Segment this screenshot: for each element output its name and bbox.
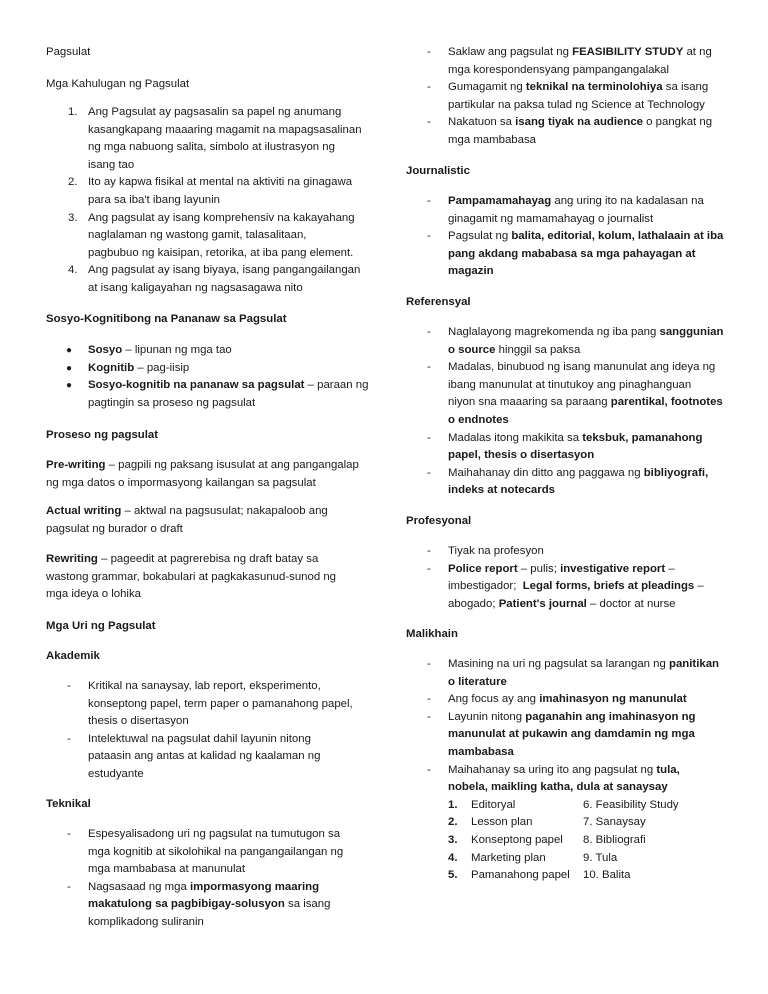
list-item: 3. Ang pagsulat ay isang komprehensiv na kakayahang naglalaman ng wastong gamit, talasalitaan, pagbubuo ng kaisipan, retorika, at iba pang element. bbox=[68, 211, 355, 259]
sosyo-list bbox=[46, 342, 371, 412]
journalistic-list bbox=[406, 193, 726, 281]
sosyo-heading: Sosyo-Kognitibong na Pananaw sa Pagsulat bbox=[46, 313, 287, 325]
actual-writing-paragraph: Actual writing – aktwal na pagsusulat; nakapaloob ang pagsulat ng burador o draft bbox=[46, 505, 328, 535]
uri-heading: Mga Uri ng Pagsulat bbox=[46, 620, 156, 632]
list-item: - Saklaw ang pagsulat ng FEASIBILITY STUDY at ng mga korespondensyang pampangangalakal bbox=[427, 46, 712, 76]
proseso-heading: Proseso ng pagsulat bbox=[46, 429, 159, 441]
rewriting-paragraph: Rewriting – pageedit at pagrerebisa ng draft batay sa wastong grammar, bokabulari at pagkakasunud-sunod ng mga ideya o lohika bbox=[46, 553, 337, 601]
list-item: - Madalas itong makikita sa teksbuk, pamanahong papel, thesis o disertasyon bbox=[427, 431, 703, 462]
list-item: - Police report – pulis; investigative report – imbestigador; Legal forms, briefs at pleadings – abogado; Patient's journal – doctor at nurse bbox=[427, 562, 704, 610]
list-item: 2. Ito ay kapwa fisikal at mental na aktiviti na ginagawa para sa iba't ibang layunin bbox=[68, 176, 353, 206]
prewriting-paragraph: Pre-writing – pagpili ng paksang isusulat at ang pangangalap ng mga datos o impormasyong kailangan sa pagsulat bbox=[46, 459, 359, 489]
list-item: - Maihahanay din ditto ang paggawa ng bibliyografi, indeks at notecards bbox=[427, 466, 709, 497]
list-item: - Madalas, binubuod ng isang manunulat ang ideya ng ibang manunulat at tinutukoy ang pinaghanguan niyon sna maaaring sa paraang parentikal, footnotes o endnotes bbox=[427, 361, 723, 426]
malikhain-heading: Malikhain bbox=[406, 628, 458, 640]
malikhain-list bbox=[406, 656, 726, 885]
list-item: - Pampamamahayag ang uring ito na kadalasan na ginagamit ng mamamahayag o journalist bbox=[427, 195, 704, 225]
list-item: - Gumagamit ng teknikal na terminolohiya sa isang partikular na paksa tulad ng Science at Technology bbox=[427, 81, 709, 111]
referensyal-list bbox=[406, 324, 726, 500]
profesyonal-heading: Profesyonal bbox=[406, 515, 472, 527]
bullet-icon: ● bbox=[66, 380, 73, 392]
list-item: - Kritikal na sanaysay, lab report, eksperimento, konseptong papel, term paper o pamanahong papel, thesis o disertasyon bbox=[67, 680, 353, 728]
list-item: ● Kognitib – pag-iisip bbox=[46, 360, 371, 378]
list-item: - Nagsasaad ng mga impormasyong maaring makatulong sa pagbibigay-solusyon sa isang komplikadong suliranin bbox=[67, 880, 331, 928]
list-item: 1. Ang Pagsulat ay pagsasalin sa papel ng anumang kasangkapang maaaring magamit na mapagsasalinan ng mga nabuong salita, simbolo at ilustrasyon ng isang tao bbox=[68, 106, 362, 171]
profesyonal-list bbox=[406, 543, 726, 613]
list-item: ● Sosyo-kognitib na pananaw sa pagsulat – paraan ng pagtingin sa proseso ng pagsulat bbox=[46, 377, 371, 412]
list-item: - Tiyak na profesyon bbox=[427, 545, 544, 557]
list-item: - Nakatuon sa isang tiyak na audience o pangkat ng mga mambabasa bbox=[427, 116, 713, 146]
list-item: - Naglalayong magrekomenda ng iba pang sanggunian o source hinggil sa paksa bbox=[427, 326, 724, 356]
teknikal-heading: Teknikal bbox=[46, 798, 91, 810]
list-item: - Maihahanay sa uring ito ang pagsulat ng tula, nobela, maikling katha, dula at sanaysay 1. Editoryal 6. Feasibility Study 2. Lesson plan 7. Sanaysay 3. Konseptong papel 8. Bibliografi 4. Marketing plan 9. Tula 5. Pamanahong papel 10. Balita bbox=[406, 762, 726, 885]
list-item: - Pagsulat ng balita, editorial, kolum, lathalaain at iba pang akdang mababasa sa mga pahayagan at magazin bbox=[427, 230, 724, 278]
list-item: 4. Ang pagsulat ay isang biyaya, isang pangangailangan at isang kaligayahan ng nagsasagawa nito bbox=[68, 264, 361, 294]
bullet-icon: ● bbox=[66, 345, 73, 356]
list-item: - Layunin nitong paganahin ang imahinasyon ng manunulat at pukawin ang damdamin ng mga mambabasa bbox=[427, 710, 696, 758]
examples-list: 1. Editoryal 6. Feasibility Study 2. Lesson plan 7. Sanaysay 3. Konseptong papel 8. Bibliografi 4. Marketing plan 9. Tula 5. Pamanahong papel 10. Balita bbox=[448, 798, 679, 882]
list-item: - Intelektuwal na pagsulat dahil layunin nitong pataasin ang antas at kalidad ng kaalaman ng estudyante bbox=[67, 732, 321, 780]
bullet-icon: ● bbox=[66, 362, 73, 374]
akademik-heading: Akademik bbox=[46, 650, 100, 662]
teknikal-list bbox=[46, 826, 371, 932]
list-item: - Masining na uri ng pagsulat sa larangan ng panitikan o literature bbox=[427, 658, 720, 688]
list-item: - Ang focus ay ang imahinasyon ng manunulat bbox=[427, 693, 687, 706]
list-item: - Espesyalisadong uri ng pagsulat na tumutugon sa mga kognitib at sikolohikal na pangangailangan ng mga mambabasa at manunulat bbox=[67, 828, 344, 876]
kahulugan-list bbox=[46, 104, 371, 298]
kahulugan-heading: Mga Kahulugan ng Pagsulat bbox=[46, 78, 190, 90]
teknikal-list-continued bbox=[406, 44, 726, 150]
akademik-list bbox=[46, 678, 371, 784]
referensyal-heading: Referensyal bbox=[406, 296, 471, 308]
journalistic-heading: Journalistic bbox=[406, 165, 470, 177]
page-title: Pagsulat bbox=[46, 46, 91, 58]
list-item: ● Sosyo – lipunan ng mga tao bbox=[46, 342, 371, 360]
